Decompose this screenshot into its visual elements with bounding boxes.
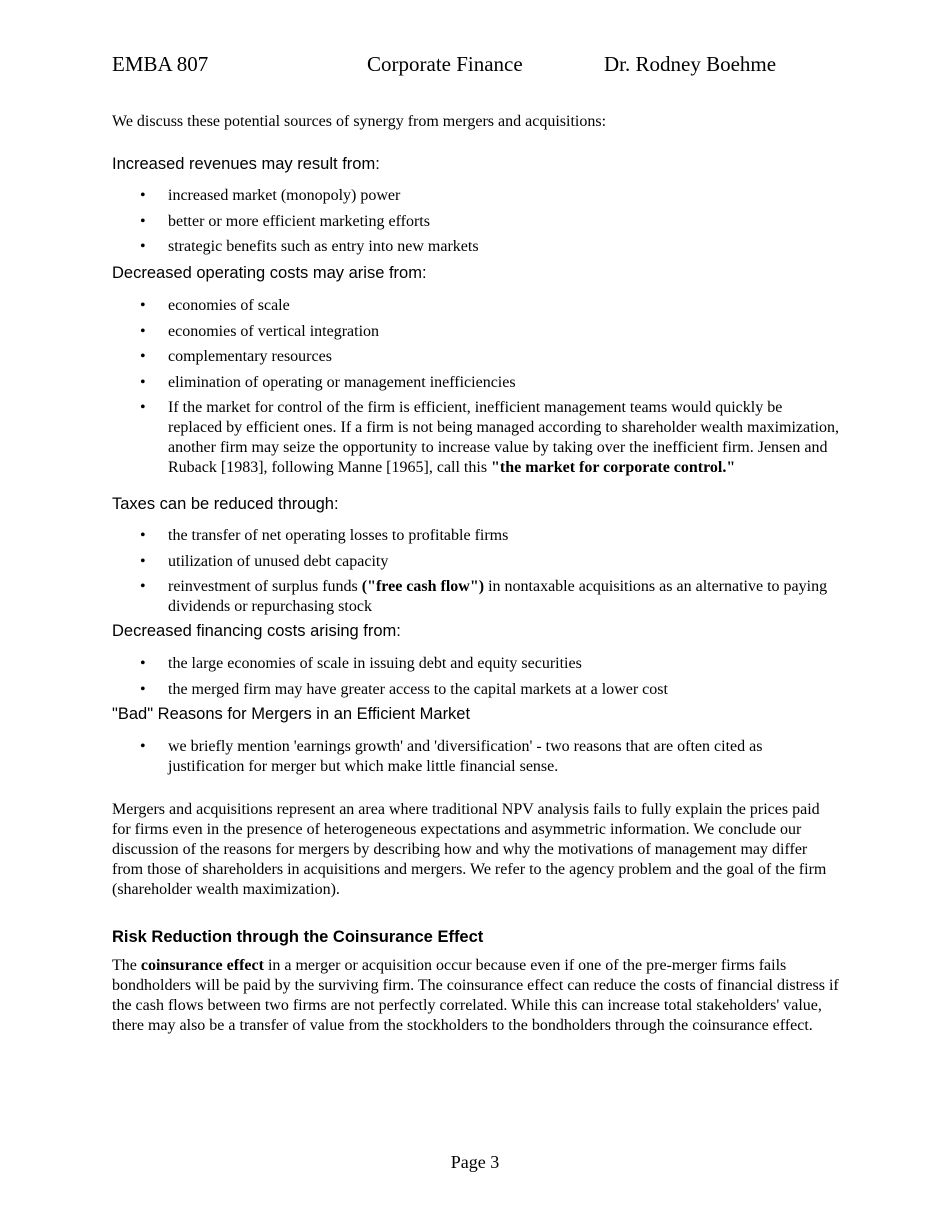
financing-heading: Decreased financing costs arising from:	[112, 622, 401, 640]
taxes-heading: Taxes can be reduced through:	[112, 495, 339, 513]
list-item: • reinvestment of surplus funds ("free cash flow") in nontaxable acquisitions as an alternative to paying dividends or repurchasing stock	[140, 578, 828, 615]
list-item: • economies of scale	[140, 297, 290, 314]
bullet-icon: •	[140, 187, 146, 204]
list-item: • strategic benefits such as entry into new markets	[140, 238, 479, 255]
list-item: • we briefly mention 'earnings growth' and 'diversification' - two reasons that are often cited as justification for merger but which make little financial sense.	[140, 737, 763, 775]
bullet-icon: •	[140, 373, 146, 391]
bullet-icon: •	[140, 655, 146, 672]
financing-list	[112, 654, 840, 700]
list-item: • the merged firm may have greater access to the capital markets at a lower cost	[140, 680, 668, 698]
bullet-icon: •	[140, 399, 146, 416]
list-item: • the large economies of scale in issuing debt and equity securities	[140, 655, 582, 672]
bullet-icon: •	[140, 680, 146, 698]
npv-paragraph: Mergers and acquisitions represent an area where traditional NPV analysis fails to fully explain the prices paid for firms even in the presence of heterogeneous expectations and asymmetric information. We conclude our discussion of the reasons for mergers by describing how and why the motivations of management may differ from those of shareholders in acquisitions and mergers. We refer to the agency problem and the goal of the firm (shareholder wealth maximization).	[112, 800, 827, 898]
market-for-corporate-control: "the market for corporate control."	[491, 459, 736, 476]
bad-reasons-list	[112, 737, 840, 777]
course-title: Corporate Finance	[367, 52, 523, 76]
bullet-icon: •	[140, 322, 146, 340]
list-item: • elimination of operating or management inefficiencies	[140, 373, 516, 391]
bullet-icon: •	[140, 348, 146, 365]
bullet-icon: •	[140, 527, 146, 544]
list-item: • complementary resources	[140, 348, 332, 365]
bullet-icon: •	[140, 297, 146, 314]
list-item: • If the market for control of the firm is efficient, inefficient management teams would quickly be replaced by efficient ones. If a firm is not being managed according to shareholder wealth maximization, another firm may seize the opportunity to increase value by taking over the inefficient firm. Jensen and Ruback [1983], following Manne [1965], call this "the market for corporate control."	[140, 399, 840, 476]
revenues-list	[112, 186, 840, 257]
list-item: • the transfer of net operating losses to profitable firms	[140, 527, 509, 544]
costs-heading: Decreased operating costs may arise from:	[112, 264, 427, 282]
bullet-icon: •	[140, 737, 146, 755]
instructor-name: Dr. Rodney Boehme	[604, 52, 777, 76]
coinsurance-term: coinsurance effect	[140, 956, 264, 974]
risk-heading: Risk Reduction through the Coinsurance Effect	[112, 927, 484, 946]
list-item: • economies of vertical integration	[140, 322, 380, 340]
taxes-list	[112, 526, 840, 617]
revenues-heading: Increased revenues may result from:	[112, 155, 380, 173]
bullet-icon: •	[140, 552, 146, 570]
free-cash-flow: ("free cash flow")	[361, 578, 485, 595]
bad-reasons-heading: "Bad" Reasons for Mergers in an Efficient Market	[112, 704, 471, 723]
page-number: Page 3	[450, 1152, 500, 1172]
list-item: • increased market (monopoly) power	[140, 187, 401, 204]
list-item: • utilization of unused debt capacity	[140, 552, 389, 570]
page-content	[112, 112, 840, 1036]
bullet-icon: •	[140, 238, 146, 255]
bullet-icon: •	[140, 578, 146, 595]
list-item: • better or more efficient marketing efforts	[140, 212, 430, 230]
intro-paragraph: We discuss these potential sources of synergy from mergers and acquisitions:	[112, 113, 607, 130]
course-code: EMBA 807	[112, 52, 209, 76]
coinsurance-paragraph: The coinsurance effect in a merger or acquisition occur because even if one of the pre-merger firms fails bondholders will be paid by the surviving firm. The coinsurance effect can reduce the costs of financial distress if the cash flows between two firms are not perfectly correlated. While this can increase total stakeholders' value, there may also be a transfer of value from the stockholders to the bondholders through the coinsurance effect.	[112, 956, 839, 1034]
bullet-icon: •	[140, 212, 146, 230]
costs-list	[112, 296, 840, 478]
